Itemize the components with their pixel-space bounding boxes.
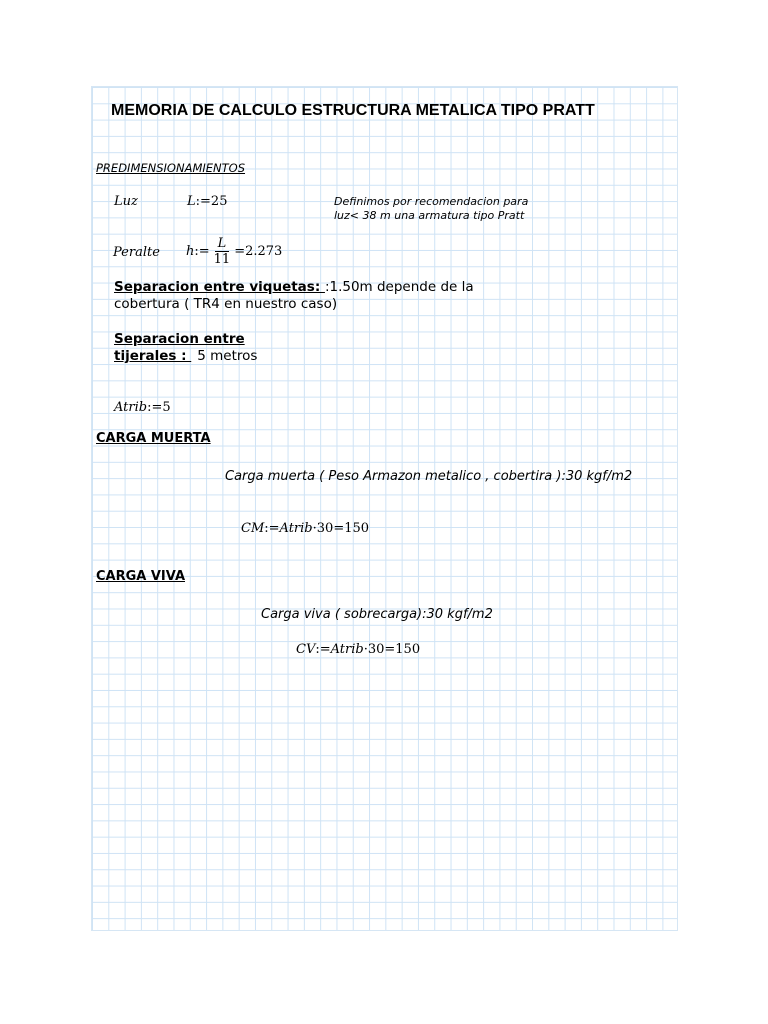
page-title: MEMORIA DE CALCULO ESTRUCTURA METALICA TIPO PRATT — [111, 102, 595, 119]
peralte-label: Peralte — [113, 245, 160, 260]
peralte-equation: h := $\frac{L}{11}$ =2.273 — [186, 236, 283, 267]
tijerales-block: Separacion entre tijerales : 5 metros — [114, 331, 258, 364]
cm-equation: CM:=Atrib·30=150 — [241, 521, 370, 536]
carga-viva-text: Carga viva ( sobrecarga):30 kgf/m2 — [261, 607, 493, 622]
luz-var: L — [187, 194, 196, 209]
carga-muerta-text: Carga muerta ( Peso Armazon metalico , cobertira ):30 kgf/m2 — [225, 469, 633, 484]
luz-value: 25 — [210, 194, 228, 209]
tijerales-value: 5 metros — [197, 348, 258, 364]
luz-equation: L:=25 — [187, 194, 228, 209]
viguetas-value: :1.50m depende de la — [324, 279, 474, 295]
recommendation-note: Definimos por recomendacion para luz< 38 m una armatura tipo Pratt — [334, 195, 529, 222]
heading-carga-muerta: CARGA MUERTA — [96, 431, 211, 446]
section-predimensionamientos: PREDIMENSIONAMIENTOS — [96, 161, 246, 175]
peralte-result: =2.273 — [234, 244, 283, 259]
cv-equation: CV:=Atrib·30=150 — [296, 642, 421, 657]
atrib-equation: Atrib:=5 — [114, 400, 171, 415]
viguetas-block: Separacion entre viquetas: :1.50m depende de la cobertura ( TR4 en nuestro caso) — [114, 279, 474, 312]
heading-carga-viva: CARGA VIVA — [96, 569, 186, 584]
peralte-fraction: $\frac{L}{11}$ — [213, 236, 231, 267]
luz-label: Luz — [114, 194, 138, 209]
viguetas-label: Separacion entre viquetas: — [114, 279, 325, 295]
